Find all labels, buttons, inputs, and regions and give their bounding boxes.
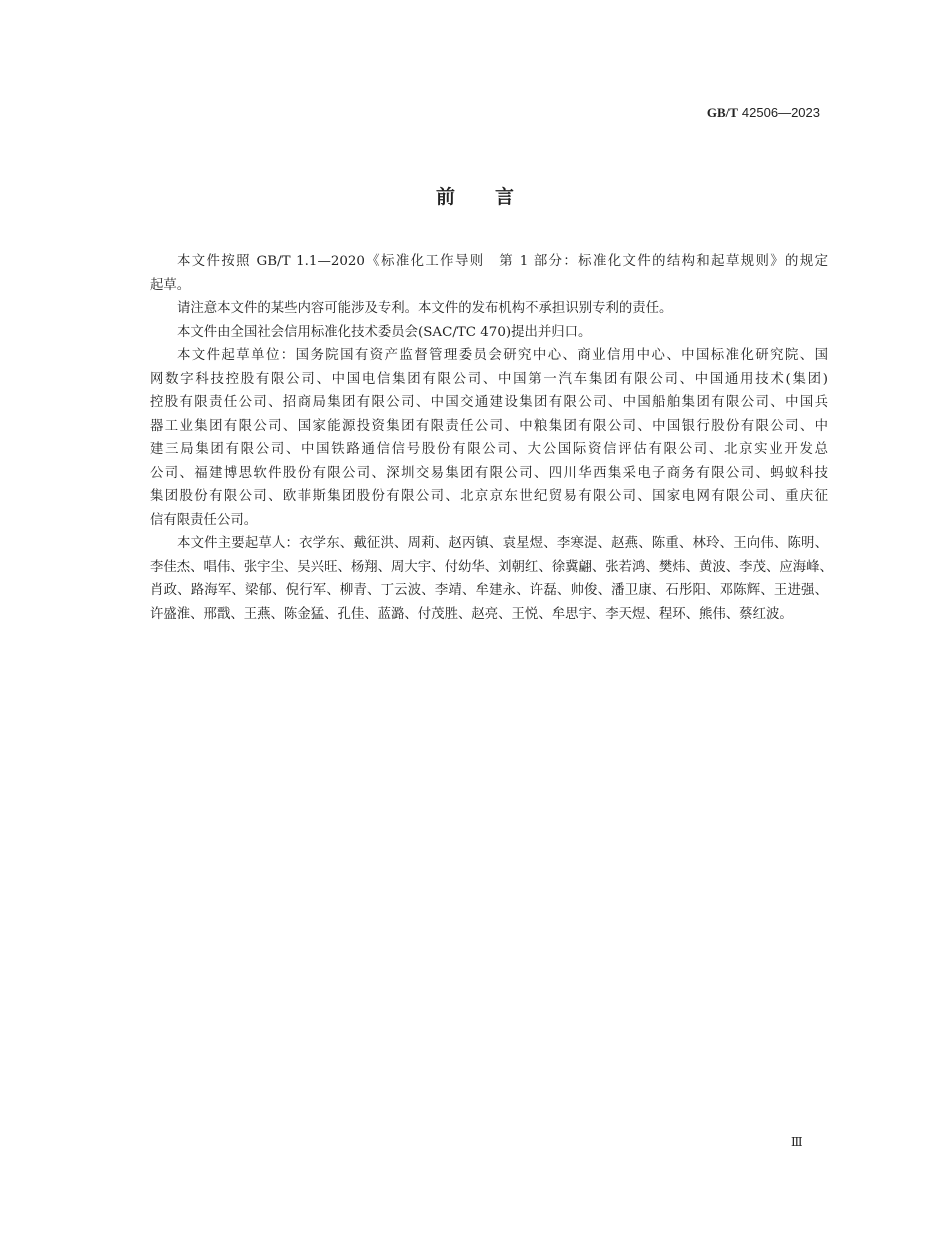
- paragraph: [150, 297, 828, 321]
- paragraph-line: 本文件由全国社会信用标准化技术委员会(SAC/TC 470)提出并归口。: [177, 324, 592, 340]
- page-number: Ⅲ: [791, 1135, 803, 1149]
- paragraph-line: 网数字科技控股有限公司、中国电信集团有限公司、中国第一汽车集团有限公司、中国通用技术(集团): [150, 371, 828, 387]
- paragraph-line: 许盛淮、邢戬、王燕、陈金猛、孔佳、蓝潞、付茂胜、赵亮、王悦、牟思宇、李天煜、程环、熊伟、蔡红波。: [150, 606, 793, 622]
- standard-code: 42506—2023: [741, 105, 820, 120]
- page-title: 前言: [435, 186, 554, 208]
- standard-number: [707, 105, 820, 121]
- standard-prefix: GB/T: [706, 105, 738, 120]
- paragraph: [150, 344, 828, 532]
- paragraph-line: 控股有限责任公司、招商局集团有限公司、中国交通建设集团有限公司、中国船舶集团有限公司、中国兵: [150, 395, 828, 410]
- paragraph-line: 建三局集团有限公司、中国铁路通信信号股份有限公司、大公国际资信评估有限公司、北京实业开发总: [150, 442, 828, 457]
- paragraph-line: 信有限责任公司。: [150, 512, 258, 528]
- foreword-body: [150, 250, 833, 626]
- paragraph: [150, 532, 833, 626]
- paragraph-line: 集团股份有限公司、欧菲斯集团股份有限公司、北京京东世纪贸易有限公司、国家电网有限公司、重庆征: [150, 489, 828, 504]
- paragraph-line: 本文件主要起草人：衣学东、戴征洪、周莉、赵丙镇、袁星煜、李寒湜、赵燕、陈重、林玲、王向伟、陈明、: [177, 536, 828, 551]
- paragraph-line: 请注意本文件的某些内容可能涉及专利。本文件的发布机构不承担识别专利的责任。: [177, 301, 673, 316]
- paragraph: [150, 250, 828, 297]
- paragraph: [150, 321, 828, 345]
- paragraph-line: 肖政、路海军、梁郁、倪行军、柳青、丁云波、李靖、牟建永、许磊、帅俊、潘卫康、石彤阳、邓陈辉、王进强、: [150, 583, 828, 598]
- paragraph-line: 器工业集团有限公司、国家能源投资集团有限责任公司、中粮集团有限公司、中国银行股份有限公司、中: [150, 418, 828, 434]
- paragraph-line: 李佳杰、唱伟、张宇尘、吴兴旺、杨翔、周大宇、付幼华、刘朝红、徐冀翩、张若鸿、樊炜、黄波、李茂、应海峰、: [150, 559, 833, 575]
- paragraph-line: 起草。: [150, 277, 191, 293]
- paragraph-line: 本文件按照 GB/T 1.1—2020《标准化工作导则 第 1 部分：标准化文件的结构和起草规则》的规定: [177, 254, 828, 269]
- paragraph-line: 本文件起草单位：国务院国有资产监督管理委员会研究中心、商业信用中心、中国标准化研究院、国: [177, 348, 828, 363]
- paragraph-line: 公司、福建博思软件股份有限公司、深圳交易集团有限公司、四川华西集采电子商务有限公司、蚂蚁科技: [150, 465, 828, 481]
